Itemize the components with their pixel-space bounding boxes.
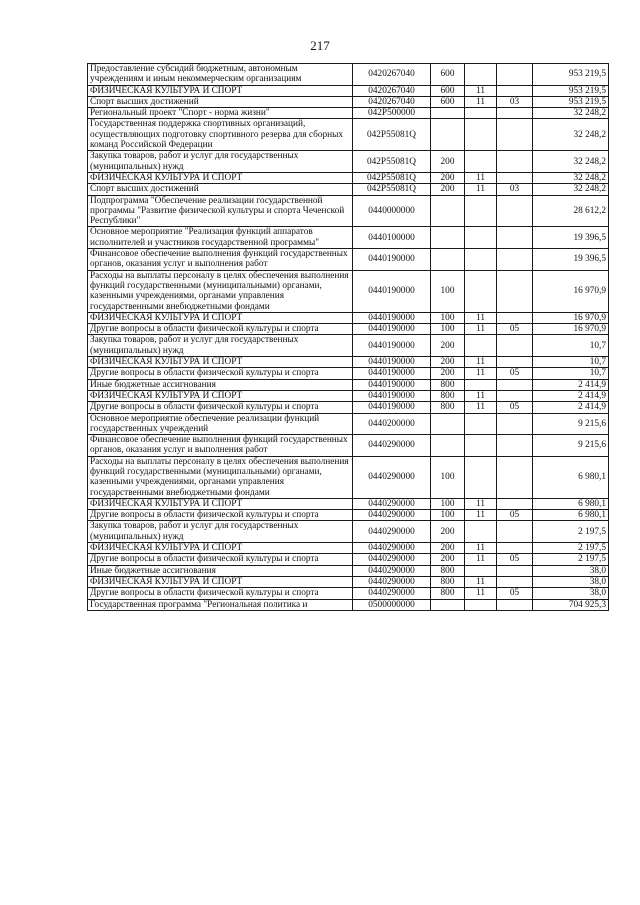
row-razdel [465,151,497,173]
row-code: 0440190000 [353,368,431,379]
table-row [88,249,609,271]
row-podrazdel [497,172,533,183]
row-razdel: 11 [465,543,497,554]
row-code: 0440290000 [353,498,431,509]
row-sum: 9 215,6 [533,435,609,457]
row-code: 042P500000 [353,108,431,119]
row-code: 0440190000 [353,324,431,335]
row-vr: 800 [431,390,465,401]
row-razdel [465,435,497,457]
row-code: 0440290000 [353,588,431,599]
row-code: 0420267040 [353,85,431,96]
row-razdel: 11 [465,402,497,413]
row-vr: 800 [431,379,465,390]
row-sum: 32 248,2 [533,151,609,173]
table-row [88,108,609,119]
row-sum: 2 414,9 [533,402,609,413]
table-row [88,270,609,312]
row-vr: 100 [431,270,465,312]
row-name: Государственная поддержка спортивных организаций, осуществляющих подготовку спортивного резерва для сборных команд Российской Федерации [88,119,353,151]
row-vr: 800 [431,576,465,587]
row-code: 0500000000 [353,599,431,610]
row-sum: 38,0 [533,565,609,576]
row-vr: 200 [431,184,465,195]
row-podrazdel [497,435,533,457]
row-vr: 600 [431,96,465,107]
table-row [88,599,609,610]
row-podrazdel [497,390,533,401]
row-podrazdel [497,456,533,498]
row-sum: 6 980,1 [533,510,609,521]
row-vr: 800 [431,565,465,576]
row-vr: 200 [431,151,465,173]
row-name: ФИЗИЧЕСКАЯ КУЛЬТУРА И СПОРТ [88,498,353,509]
table-row [88,576,609,587]
row-vr [431,413,465,435]
row-podrazdel [497,85,533,96]
row-vr: 200 [431,335,465,357]
row-sum: 19 396,5 [533,249,609,271]
row-sum: 28 612,2 [533,195,609,227]
row-podrazdel: 03 [497,96,533,107]
row-razdel [465,227,497,249]
table-row [88,565,609,576]
row-sum: 16 970,9 [533,270,609,312]
table-row [88,184,609,195]
row-razdel: 11 [465,588,497,599]
row-sum: 6 980,1 [533,456,609,498]
row-sum: 2 414,9 [533,390,609,401]
row-razdel: 11 [465,498,497,509]
row-sum: 953 219,5 [533,64,609,86]
row-sum: 2 414,9 [533,379,609,390]
row-code: 0440290000 [353,543,431,554]
row-podrazdel [497,521,533,543]
table-row [88,85,609,96]
table-row [88,456,609,498]
row-razdel: 11 [465,510,497,521]
row-name: Расходы на выплаты персоналу в целях обеспечения выполнения функций государственными (муниципальными) органами, казенными учреждениями, органами управления государственными внебюджетными фондами [88,270,353,312]
row-podrazdel [497,195,533,227]
row-name: ФИЗИЧЕСКАЯ КУЛЬТУРА И СПОРТ [88,390,353,401]
row-name: Закупка товаров, работ и услуг для государственных (муниципальных) нужд [88,151,353,173]
table-row [88,172,609,183]
row-name: ФИЗИЧЕСКАЯ КУЛЬТУРА И СПОРТ [88,312,353,323]
row-code: 042P55081Q [353,184,431,195]
row-name: Другие вопросы в области физической культуры и спорта [88,368,353,379]
row-podrazdel [497,119,533,151]
row-podrazdel: 05 [497,510,533,521]
row-vr: 200 [431,554,465,565]
table-row [88,390,609,401]
row-podrazdel: 05 [497,554,533,565]
row-name: ФИЗИЧЕСКАЯ КУЛЬТУРА И СПОРТ [88,543,353,554]
row-name: Закупка товаров, работ и услуг для государственных (муниципальных) нужд [88,521,353,543]
row-vr [431,119,465,151]
row-razdel: 11 [465,554,497,565]
row-name: ФИЗИЧЕСКАЯ КУЛЬТУРА И СПОРТ [88,85,353,96]
row-podrazdel: 05 [497,402,533,413]
row-code: 0440190000 [353,270,431,312]
row-razdel [465,270,497,312]
row-name: ФИЗИЧЕСКАЯ КУЛЬТУРА И СПОРТ [88,576,353,587]
row-name: Другие вопросы в области физической культуры и спорта [88,324,353,335]
row-vr [431,249,465,271]
row-podrazdel: 05 [497,588,533,599]
row-razdel: 11 [465,324,497,335]
row-code: 0420267040 [353,64,431,86]
row-name: Государственная программа "Региональная политика и [88,599,353,610]
row-sum: 19 396,5 [533,227,609,249]
row-sum: 10,7 [533,368,609,379]
row-sum: 9 215,6 [533,413,609,435]
budget-table-body [88,64,609,611]
row-vr: 800 [431,588,465,599]
row-razdel: 11 [465,390,497,401]
row-vr: 100 [431,324,465,335]
row-razdel [465,456,497,498]
row-name: Другие вопросы в области физической культуры и спорта [88,554,353,565]
row-sum: 2 197,5 [533,543,609,554]
row-podrazdel [497,312,533,323]
table-row [88,335,609,357]
row-razdel [465,119,497,151]
row-podrazdel [497,151,533,173]
row-name: Финансовое обеспечение выполнения функций государственных органов, оказания услуг и выполнения работ [88,435,353,457]
row-vr: 200 [431,172,465,183]
row-sum: 32 248,2 [533,184,609,195]
row-razdel: 11 [465,357,497,368]
row-name: ФИЗИЧЕСКАЯ КУЛЬТУРА И СПОРТ [88,357,353,368]
row-vr: 200 [431,543,465,554]
row-name: Предоставление субсидий бюджетным, автономным учреждениям и иным некоммерческим организациям [88,64,353,86]
row-code: 0440290000 [353,576,431,587]
row-podrazdel: 05 [497,368,533,379]
row-code: 0440100000 [353,227,431,249]
table-row [88,96,609,107]
row-sum: 32 248,2 [533,108,609,119]
row-podrazdel: 03 [497,184,533,195]
row-podrazdel [497,599,533,610]
table-row [88,510,609,521]
row-razdel: 11 [465,85,497,96]
row-name: ФИЗИЧЕСКАЯ КУЛЬТУРА И СПОРТ [88,172,353,183]
table-row [88,379,609,390]
row-code: 0440190000 [353,335,431,357]
table-row [88,413,609,435]
row-vr: 100 [431,510,465,521]
row-vr: 600 [431,64,465,86]
table-row [88,227,609,249]
row-sum: 2 197,5 [533,521,609,543]
row-razdel: 11 [465,576,497,587]
row-name: Закупка товаров, работ и услуг для государственных (муниципальных) нужд [88,335,353,357]
row-sum: 10,7 [533,335,609,357]
row-vr [431,599,465,610]
table-row [88,357,609,368]
row-name: Спорт высших достижений [88,184,353,195]
row-code: 0420267040 [353,96,431,107]
table-row [88,588,609,599]
row-razdel: 11 [465,184,497,195]
row-name: Основное мероприятие обеспечение реализации функций государственных учреждений [88,413,353,435]
row-vr [431,227,465,249]
row-podrazdel [497,357,533,368]
row-podrazdel [497,576,533,587]
row-sum: 38,0 [533,576,609,587]
row-sum: 10,7 [533,357,609,368]
row-code: 0440290000 [353,435,431,457]
row-name: Спорт высших достижений [88,96,353,107]
budget-table [87,63,609,611]
table-row [88,324,609,335]
row-razdel [465,413,497,435]
row-podrazdel [497,413,533,435]
table-row [88,402,609,413]
row-vr [431,195,465,227]
row-code: 0440200000 [353,413,431,435]
row-name: Другие вопросы в области физической культуры и спорта [88,588,353,599]
row-vr: 100 [431,456,465,498]
row-name: Региональный проект "Спорт - норма жизни" [88,108,353,119]
table-row [88,368,609,379]
row-sum: 953 219,5 [533,85,609,96]
row-name: Другие вопросы в области физической культуры и спорта [88,510,353,521]
row-razdel: 11 [465,96,497,107]
row-razdel [465,521,497,543]
table-row [88,543,609,554]
row-sum: 38,0 [533,588,609,599]
row-podrazdel [497,543,533,554]
row-razdel [465,64,497,86]
row-sum: 32 248,2 [533,172,609,183]
row-code: 0440290000 [353,565,431,576]
row-podrazdel [497,227,533,249]
row-razdel: 11 [465,368,497,379]
row-podrazdel [497,108,533,119]
table-row [88,119,609,151]
row-razdel [465,249,497,271]
table-row [88,435,609,457]
row-code: 0440290000 [353,554,431,565]
row-podrazdel [497,498,533,509]
row-razdel: 11 [465,172,497,183]
row-code: 0440290000 [353,456,431,498]
row-podrazdel [497,335,533,357]
row-vr: 200 [431,368,465,379]
row-vr: 100 [431,312,465,323]
row-code: 0440190000 [353,249,431,271]
row-code: 0440290000 [353,510,431,521]
row-podrazdel: 05 [497,324,533,335]
row-podrazdel [497,270,533,312]
row-name: Основное мероприятие "Реализация функций аппаратов исполнителей и участников государственной программы" [88,227,353,249]
page-number: 217 [310,38,330,53]
row-podrazdel [497,249,533,271]
row-code: 0440190000 [353,402,431,413]
row-razdel [465,335,497,357]
row-sum: 953 219,5 [533,96,609,107]
row-vr [431,435,465,457]
table-row [88,195,609,227]
row-vr: 200 [431,521,465,543]
row-podrazdel [497,64,533,86]
table-row [88,64,609,86]
row-vr: 200 [431,357,465,368]
table-row [88,521,609,543]
row-vr [431,108,465,119]
row-razdel [465,599,497,610]
row-name: Подпрограмма "Обеспечение реализации государственной программы "Развитие физической культуры и спорта Чеченской Республики" [88,195,353,227]
row-name: Другие вопросы в области физической культуры и спорта [88,402,353,413]
row-name: Расходы на выплаты персоналу в целях обеспечения выполнения функций государственными (муниципальными) органами, казенными учреждениями, органами управления государственными внебюджетными фондами [88,456,353,498]
table-row [88,554,609,565]
row-razdel [465,379,497,390]
row-name: Иные бюджетные ассигнования [88,379,353,390]
row-code: 042P55081Q [353,172,431,183]
row-code: 0440190000 [353,357,431,368]
row-code: 042P55081Q [353,119,431,151]
row-vr: 600 [431,85,465,96]
table-row [88,498,609,509]
row-vr: 800 [431,402,465,413]
table-row [88,312,609,323]
row-sum: 6 980,1 [533,498,609,509]
row-razdel [465,195,497,227]
row-razdel [465,108,497,119]
row-code: 042P55081Q [353,151,431,173]
row-code: 0440290000 [353,521,431,543]
row-sum: 16 970,9 [533,324,609,335]
row-sum: 2 197,5 [533,554,609,565]
row-code: 0440190000 [353,379,431,390]
row-name: Финансовое обеспечение выполнения функций государственных органов, оказания услуг и выполнения работ [88,249,353,271]
row-vr: 100 [431,498,465,509]
row-name: Иные бюджетные ассигнования [88,565,353,576]
row-razdel: 11 [465,312,497,323]
row-sum: 32 248,2 [533,119,609,151]
row-code: 0440000000 [353,195,431,227]
row-podrazdel [497,565,533,576]
row-sum: 16 970,9 [533,312,609,323]
row-podrazdel [497,379,533,390]
table-row [88,151,609,173]
row-code: 0440190000 [353,390,431,401]
row-razdel [465,565,497,576]
row-sum: 704 925,3 [533,599,609,610]
row-code: 0440190000 [353,312,431,323]
